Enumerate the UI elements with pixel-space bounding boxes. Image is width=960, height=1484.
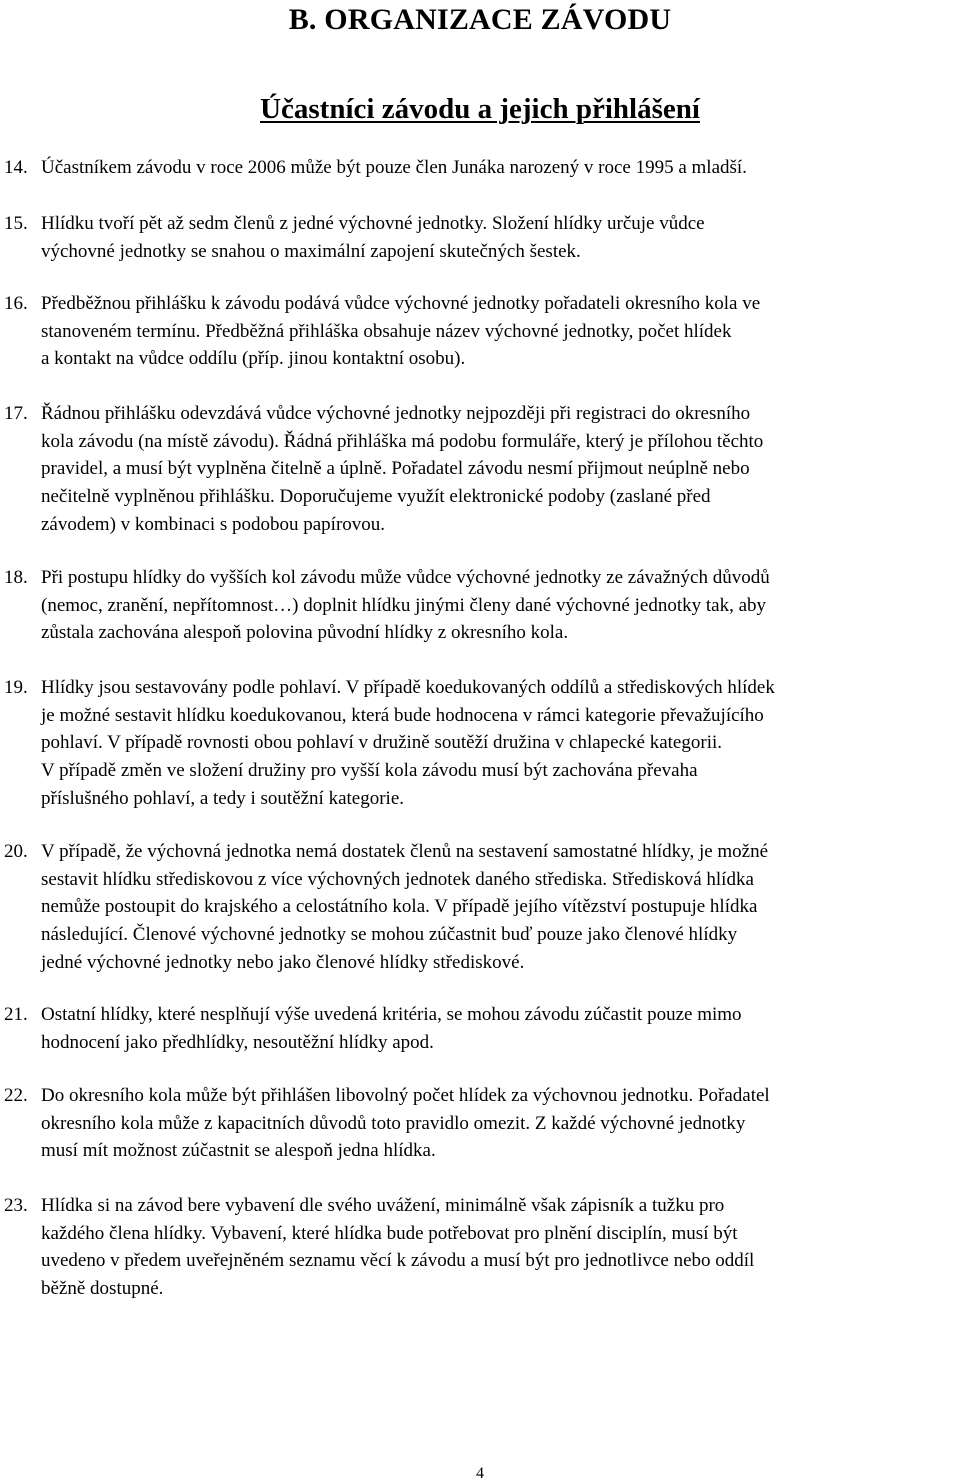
item-text: Ostatní hlídky, které nesplňují výše uvedená kritéria, se mohou závodu zúčastit pouze mimo hodnocení jako předhlídky, nesoutěžní hlídky apod. (41, 1004, 742, 1053)
item-number: 17. (4, 403, 28, 424)
section-title: Účastníci závodu a jejich přihlášení (260, 93, 700, 125)
item-number: 21. (4, 1004, 28, 1025)
page-number: 4 (476, 1465, 484, 1482)
item-text: Předběžnou přihlášku k závodu podává vůdce výchovné jednotky pořadateli okresního kola ve stanoveném termínu. Předběžná přihláška obsahuje název výchovné jednotky, počet hlídek a kontakt na vůdce oddílu (příp. jinou kontaktní osobu). (41, 293, 761, 370)
item-number: 23. (4, 1195, 28, 1216)
item-number: 16. (4, 293, 28, 314)
item-text: Hlídky jsou sestavovány podle pohlaví. V případě koedukovaných oddílů a střediskových hlídek je možné sestavit hlídku koedukovanou, která bude hodnocena v rámci kategorie převažujícího pohlaví. V případě rovnosti obou pohlaví v družině soutěží družina v chlapecké kategorii. V případě změn ve složení družiny pro vyšší kola závodu musí být zachována převaha příslušného pohlaví, a tedy i soutěžní kategorie. (41, 677, 775, 809)
item-text: Řádnou přihlášku odevzdává vůdce výchovné jednotky nejpozději při registraci do okresního kola závodu (na místě závodu). Řádná přihláška má podobu formuláře, který je přílohou těchto pravidel, a musí být vyplněna čitelně a úplně. Pořadatel závodu nesmí přijmout neúplně nebo nečitelně vyplněnou přihlášku. Doporučujeme využít elektronické podoby (zaslané před závodem) v kombinaci s podobou papírovou. (41, 403, 764, 535)
item-number: 22. (4, 1085, 28, 1106)
main-title: B. ORGANIZACE ZÁVODU (288, 3, 672, 36)
item-number: 19. (4, 677, 28, 698)
item-number: 20. (4, 841, 28, 862)
item-text: Při postupu hlídky do vyšších kol závodu může vůdce výchovné jednotky ze závažných důvodů (nemoc, zranění, nepřítomnost…) doplnit hlídku jinými členy dané výchovné jednotky tak, aby zůstala zachována alespoň polovina původní hlídky z okresního kola. (41, 567, 770, 644)
item-text: Účastníkem závodu v roce 2006 může být pouze člen Junáka narozený v roce 1995 a mladší. (41, 157, 747, 178)
item-text: Hlídka si na závod bere vybavení dle svého uvážení, minimálně však zápisník a tužku pro každého člena hlídky. Vybavení, které hlídka bude potřebovat pro plnění disciplín, musí být uvedeno v předem uveřejněném seznamu věcí k závodu a musí být pro jednotlivce nebo oddíl běžně dostupné. (41, 1195, 755, 1300)
item-text: Do okresního kola může být přihlášen libovolný počet hlídek za výchovnou jednotku. Pořadatel okresního kola může z kapacitních důvodů toto pravidlo omezit. Z každé výchovné jednotky musí mít možnost zúčastnit se alespoň jedna hlídka. (41, 1085, 770, 1162)
item-text: V případě, že výchovná jednotka nemá dostatek členů na sestavení samostatné hlídky, je možné sestavit hlídku střediskovou z více výchovných jednotek daného střediska. Středisková hlídka nemůže postoupit do krajského a celostátního kola. V případě jejího vítězství postupuje hlídka následující. Členové výchovné jednotky se mohou zúčastnit buď pouze jako členové hlídky jedné výchovné jednotky nebo jako členové hlídky střediskové. (41, 841, 769, 973)
item-number: 18. (4, 567, 28, 588)
item-number: 14. (4, 157, 28, 178)
item-text: Hlídku tvoří pět až sedm členů z jedné výchovné jednotky. Složení hlídky určuje vůdce výchovné jednotky se snahou o maximální zapojení skutečných šestek. (41, 213, 705, 262)
item-number: 15. (4, 213, 28, 234)
